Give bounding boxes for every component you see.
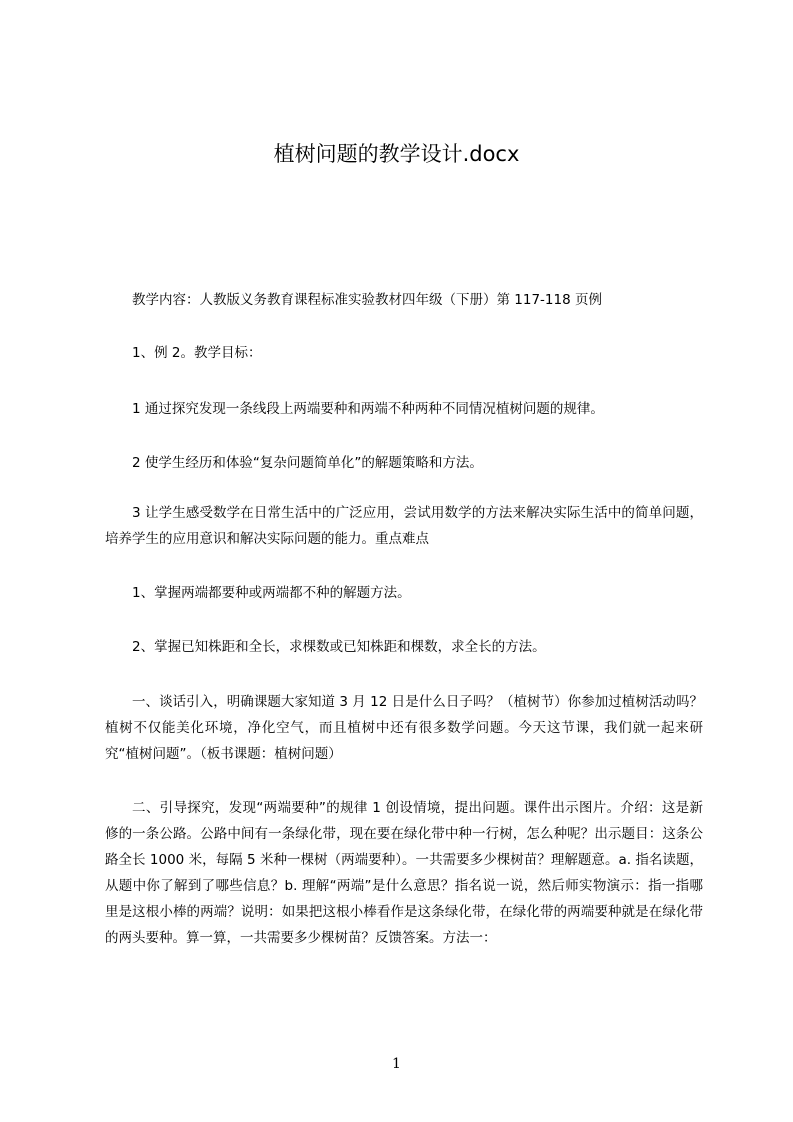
paragraph-teaching-goals: 1、例 2。教学目标：	[132, 345, 262, 361]
document-title: 植树问题的教学设计.docx	[273, 142, 520, 166]
paragraph-goal-3: 3 让学生感受数学在日常生活中的广泛应用，尝试用数学的方法来解决实际生活中的简单问题，培养学生的应用意识和解决实际问题的能力。重点难点	[105, 505, 703, 547]
paragraph-section-intro: 一、谈话引入，明确课题大家知道 3 月 12 日是什么日子吗？（植树节）你参加过植树活动吗？植树不仅能美化环境，净化空气，而且植树中还有很多数学问题。今天这节课，我们就一起来研究“植树问题”。（板书课题：植树问题）	[105, 694, 703, 762]
paragraph-goal-1: 1 通过探究发现一条线段上两端要种和两端不种两种不同情况植树问题的规律。	[132, 401, 604, 417]
paragraph-section-explore: 二、引导探究，发现“两端要种”的规律 1 创设情境，提出问题。课件出示图片。介绍：这是新修的一条公路。公路中间有一条绿化带，现在要在绿化带中种一行树，怎么种呢？出示题目：这条公路全长 1000 米，每隔 5 米种一棵树（两端要种）。一共需要多少棵树苗？理解题意。a. 指名读题，从题中你了解到了哪些信息？b. 理解“两端”是什么意思？指名说一说，然后师实物演示：指一指哪里是这根小棒的两端？说明：如果把这根小棒看作是这条绿化带，在绿化带的两端要种就是在绿化带的两头要种。算一算，一共需要多少棵树苗？反馈答案。方法一：	[105, 800, 703, 946]
paragraph-teaching-content: 教学内容：人教版义务教育课程标准实验教材四年级（下册）第 117-118 页例	[132, 292, 602, 308]
page-number: 1	[392, 1056, 401, 1072]
paragraph-goal-2: 2 使学生经历和体验“复杂问题简单化”的解题策略和方法。	[132, 455, 483, 471]
paragraph-key-point-2: 2、掌握已知株距和全长，求棵数或已知株距和棵数，求全长的方法。	[132, 639, 546, 655]
paragraph-key-point-1: 1、掌握两端都要种或两端都不种的解题方法。	[132, 585, 411, 601]
